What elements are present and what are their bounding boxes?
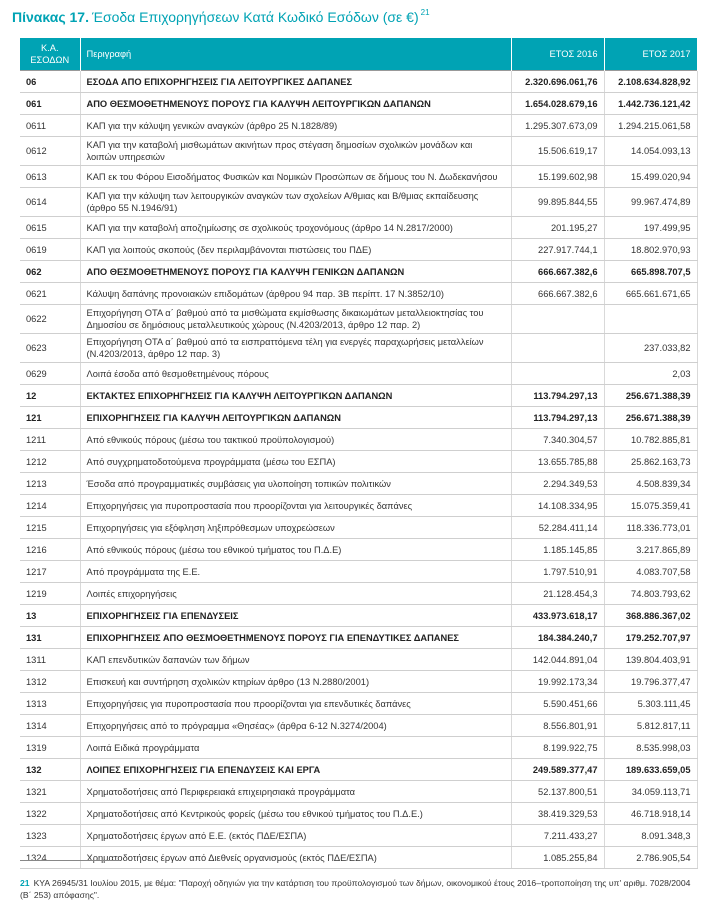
table-row bbox=[20, 429, 697, 451]
cell-description: ΕΠΙΧΟΡΗΓΗΣΕΙΣ ΓΙΑ ΕΠΕΝΔΥΣΕΙΣ bbox=[80, 605, 511, 627]
cell-value-2016: 52.137.800,51 bbox=[511, 781, 604, 803]
cell-value-2016: 249.589.377,47 bbox=[511, 759, 604, 781]
cell-value-2017: 99.967.474,89 bbox=[604, 188, 697, 217]
table-caption: Έσοδα Επιχορηγήσεων Κατά Κωδικό Εσόδων (σε €) bbox=[91, 9, 419, 25]
cell-value-2017: 25.862.163,73 bbox=[604, 451, 697, 473]
cell-value-2017: 665.661.671,65 bbox=[604, 283, 697, 305]
table-row bbox=[20, 305, 697, 334]
table-row bbox=[20, 363, 697, 385]
cell-description: ΚΑΠ για την κάλυψη γενικών αναγκών (άρθρο 25 Ν.1828/89) bbox=[80, 115, 511, 137]
table-row bbox=[20, 605, 697, 627]
table-row bbox=[20, 188, 697, 217]
cell-description: Από συγχρηματοδοτούμενα προγράμματα (μέσω του ΕΣΠΑ) bbox=[80, 451, 511, 473]
header-year-2016: ΕΤΟΣ 2016 bbox=[511, 38, 604, 71]
cell-value-2016: 5.590.451,66 bbox=[511, 693, 604, 715]
table-row bbox=[20, 781, 697, 803]
cell-value-2016: 1.295.307.673,09 bbox=[511, 115, 604, 137]
cell-code: 0612 bbox=[20, 137, 80, 166]
cell-value-2016: 15.199.602,98 bbox=[511, 166, 604, 188]
cell-value-2016: 1.185.145,85 bbox=[511, 539, 604, 561]
cell-value-2017: 1.442.736.121,42 bbox=[604, 93, 697, 115]
cell-description: ΕΣΟΔΑ ΑΠΟ ΕΠΙΧΟΡΗΓΗΣΕΙΣ ΓΙΑ ΛΕΙΤΟΥΡΓΙΚΕΣ ΔΑΠΑΝΕΣ bbox=[80, 71, 511, 93]
cell-value-2016: 8.199.922,75 bbox=[511, 737, 604, 759]
cell-value-2016: 2.294.349,53 bbox=[511, 473, 604, 495]
cell-code: 1213 bbox=[20, 473, 80, 495]
footnote-divider bbox=[20, 860, 120, 861]
cell-value-2016: 184.384.240,7 bbox=[511, 627, 604, 649]
cell-code: 0622 bbox=[20, 305, 80, 334]
cell-code: 1321 bbox=[20, 781, 80, 803]
cell-description: Χρηματοδοτήσεις έργων από Διεθνείς οργανισμούς (εκτός ΠΔΕ/ΕΣΠΑ) bbox=[80, 847, 511, 869]
cell-code: 0623 bbox=[20, 334, 80, 363]
cell-description: ΑΠΟ ΘΕΣΜΟΘΕΤΗΜΕΝΟΥΣ ΠΟΡΟΥΣ ΓΙΑ ΚΑΛΥΨΗ ΓΕΝΙΚΩΝ ΔΑΠΑΝΩΝ bbox=[80, 261, 511, 283]
cell-value-2017: 8.091.348,3 bbox=[604, 825, 697, 847]
cell-value-2016: 113.794.297,13 bbox=[511, 385, 604, 407]
cell-value-2017: 368.886.367,02 bbox=[604, 605, 697, 627]
cell-code: 0611 bbox=[20, 115, 80, 137]
cell-description: Από εθνικούς πόρους (μέσω του εθνικού τμήματος του Π.Δ.Ε) bbox=[80, 539, 511, 561]
table-row bbox=[20, 627, 697, 649]
cell-description: ΕΠΙΧΟΡΗΓΗΣΕΙΣ ΓΙΑ ΚΑΛΥΨΗ ΛΕΙΤΟΥΡΓΙΚΩΝ ΔΑΠΑΝΩΝ bbox=[80, 407, 511, 429]
table-row bbox=[20, 115, 697, 137]
table-row bbox=[20, 649, 697, 671]
cell-value-2016: 21.128.454,3 bbox=[511, 583, 604, 605]
cell-code: 13 bbox=[20, 605, 80, 627]
cell-code: 06 bbox=[20, 71, 80, 93]
cell-code: 1216 bbox=[20, 539, 80, 561]
cell-description: Επιχορηγήσεις για εξόφληση ληξιπρόθεσμων υποχρεώσεων bbox=[80, 517, 511, 539]
cell-code: 1214 bbox=[20, 495, 80, 517]
table-row bbox=[20, 261, 697, 283]
cell-value-2016: 1.654.028.679,16 bbox=[511, 93, 604, 115]
cell-value-2016 bbox=[511, 305, 604, 334]
cell-value-2017: 256.671.388,39 bbox=[604, 407, 697, 429]
table-row bbox=[20, 93, 697, 115]
cell-code: 121 bbox=[20, 407, 80, 429]
table-row bbox=[20, 451, 697, 473]
cell-value-2017: 74.803.793,62 bbox=[604, 583, 697, 605]
cell-code: 12 bbox=[20, 385, 80, 407]
header-description: Περιγραφή bbox=[80, 38, 511, 71]
cell-value-2017: 18.802.970,93 bbox=[604, 239, 697, 261]
cell-code: 0613 bbox=[20, 166, 80, 188]
cell-value-2017: 197.499,95 bbox=[604, 217, 697, 239]
cell-value-2017: 14.054.093,13 bbox=[604, 137, 697, 166]
cell-description: Χρηματοδοτήσεις από Περιφερειακά επιχειρησιακά προγράμματα bbox=[80, 781, 511, 803]
cell-value-2016: 14.108.334,95 bbox=[511, 495, 604, 517]
table-row bbox=[20, 737, 697, 759]
cell-value-2017: 2.786.905,54 bbox=[604, 847, 697, 869]
table-row bbox=[20, 583, 697, 605]
cell-value-2016: 2.320.696.061,76 bbox=[511, 71, 604, 93]
cell-code: 1215 bbox=[20, 517, 80, 539]
cell-code: 0629 bbox=[20, 363, 80, 385]
table-row bbox=[20, 239, 697, 261]
cell-value-2017: 4.083.707,58 bbox=[604, 561, 697, 583]
cell-value-2016 bbox=[511, 363, 604, 385]
table-body bbox=[20, 71, 697, 869]
cell-value-2016: 8.556.801,91 bbox=[511, 715, 604, 737]
table-row bbox=[20, 137, 697, 166]
table-row bbox=[20, 385, 697, 407]
header-year-2017: ΕΤΟΣ 2017 bbox=[604, 38, 697, 71]
cell-description: Λοιπά Ειδικά προγράμματα bbox=[80, 737, 511, 759]
cell-code: 1322 bbox=[20, 803, 80, 825]
table-row bbox=[20, 71, 697, 93]
cell-value-2016: 666.667.382,6 bbox=[511, 283, 604, 305]
cell-code: 1217 bbox=[20, 561, 80, 583]
cell-value-2017: 4.508.839,34 bbox=[604, 473, 697, 495]
table-row bbox=[20, 517, 697, 539]
cell-code: 0615 bbox=[20, 217, 80, 239]
cell-description: Επισκευή και συντήρηση σχολικών κτηρίων άρθρο (13 Ν.2880/2001) bbox=[80, 671, 511, 693]
footnote bbox=[20, 877, 700, 901]
cell-description: ΚΑΠ για την καταβολή μισθωμάτων ακινήτων προς στέγαση δημοσίων σχολικών μονάδων και λοιπών υπηρεσιών bbox=[80, 137, 511, 166]
table-row bbox=[20, 407, 697, 429]
cell-value-2017: 46.718.918,14 bbox=[604, 803, 697, 825]
header-code: Κ.Α. ΕΣΟΔΩΝ bbox=[20, 38, 80, 71]
cell-value-2017: 2.108.634.828,92 bbox=[604, 71, 697, 93]
cell-value-2016: 13.655.785,88 bbox=[511, 451, 604, 473]
cell-value-2017: 2,03 bbox=[604, 363, 697, 385]
cell-description: ΕΠΙΧΟΡΗΓΗΣΕΙΣ ΑΠΟ ΘΕΣΜΟΘΕΤΗΜΕΝΟΥΣ ΠΟΡΟΥΣ ΓΙΑ ΕΠΕΝΔΥΤΙΚΕΣ ΔΑΠΑΝΕΣ bbox=[80, 627, 511, 649]
cell-value-2017: 139.804.403,91 bbox=[604, 649, 697, 671]
cell-value-2017: 15.499.020,94 bbox=[604, 166, 697, 188]
table-row bbox=[20, 334, 697, 363]
table-row bbox=[20, 283, 697, 305]
cell-code: 1211 bbox=[20, 429, 80, 451]
cell-description: Χρηματοδοτήσεις έργων από Ε.Ε. (εκτός ΠΔΕ/ΕΣΠΑ) bbox=[80, 825, 511, 847]
cell-value-2017: 118.336.773,01 bbox=[604, 517, 697, 539]
cell-code: 1324 bbox=[20, 847, 80, 869]
cell-description: ΚΑΠ για λοιπούς σκοπούς (δεν περιλαμβάνονται πιστώσεις του ΠΔΕ) bbox=[80, 239, 511, 261]
cell-description: Έσοδα από προγραμματικές συμβάσεις για υλοποίηση τοπικών πολιτικών bbox=[80, 473, 511, 495]
cell-code: 1219 bbox=[20, 583, 80, 605]
cell-value-2016: 1.797.510,91 bbox=[511, 561, 604, 583]
cell-value-2016: 19.992.173,34 bbox=[511, 671, 604, 693]
footnote-ref[interactable]: 21 bbox=[420, 8, 430, 18]
cell-value-2017: 8.535.998,03 bbox=[604, 737, 697, 759]
cell-value-2016: 227.917.744,1 bbox=[511, 239, 604, 261]
cell-description: ΛΟΙΠΕΣ ΕΠΙΧΟΡΗΓΗΣΕΙΣ ΓΙΑ ΕΠΕΝΔΥΣΕΙΣ ΚΑΙ ΕΡΓΑ bbox=[80, 759, 511, 781]
cell-value-2016: 433.973.618,17 bbox=[511, 605, 604, 627]
cell-value-2017: 5.812.817,11 bbox=[604, 715, 697, 737]
cell-value-2017: 19.796.377,47 bbox=[604, 671, 697, 693]
table-row bbox=[20, 693, 697, 715]
footnote-number: 21 bbox=[20, 878, 30, 888]
table-title bbox=[12, 9, 430, 25]
table-row bbox=[20, 495, 697, 517]
cell-description: ΑΠΟ ΘΕΣΜΟΘΕΤΗΜΕΝΟΥΣ ΠΟΡΟΥΣ ΓΙΑ ΚΑΛΥΨΗ ΛΕΙΤΟΥΡΓΙΚΩΝ ΔΑΠΑΝΩΝ bbox=[80, 93, 511, 115]
cell-code: 1311 bbox=[20, 649, 80, 671]
cell-code: 1313 bbox=[20, 693, 80, 715]
cell-description: Από εθνικούς πόρους (μέσω του τακτικού προϋπολογισμού) bbox=[80, 429, 511, 451]
cell-code: 131 bbox=[20, 627, 80, 649]
cell-code: 0621 bbox=[20, 283, 80, 305]
cell-code: 061 bbox=[20, 93, 80, 115]
table-number: Πίνακας 17. bbox=[12, 9, 89, 25]
table-row bbox=[20, 715, 697, 737]
table-row bbox=[20, 473, 697, 495]
cell-value-2016: 1.085.255,84 bbox=[511, 847, 604, 869]
cell-description: Επιχορηγήσεις για πυροπροστασία που προορίζονται για επενδυτικές δαπάνες bbox=[80, 693, 511, 715]
cell-description: Επιχορηγήσεις για πυροπροστασία που προορίζονται για λειτουργικές δαπάνες bbox=[80, 495, 511, 517]
cell-description: Χρηματοδοτήσεις από Κεντρικούς φορείς (μέσω του εθνικού τμήματος του Π.Δ.Ε.) bbox=[80, 803, 511, 825]
table-row bbox=[20, 217, 697, 239]
cell-code: 1314 bbox=[20, 715, 80, 737]
cell-value-2017: 3.217.865,89 bbox=[604, 539, 697, 561]
cell-description: ΚΑΠ επενδυτικών δαπανών των δήμων bbox=[80, 649, 511, 671]
cell-description: Κάλυψη δαπάνης προνοιακών επιδομάτων (άρθρου 94 παρ. 3Β περίπτ. 17 Ν.3852/10) bbox=[80, 283, 511, 305]
cell-value-2016: 99.895.844,55 bbox=[511, 188, 604, 217]
cell-value-2016: 7.340.304,57 bbox=[511, 429, 604, 451]
cell-value-2017: 665.898.707,5 bbox=[604, 261, 697, 283]
cell-value-2016: 113.794.297,13 bbox=[511, 407, 604, 429]
table-row bbox=[20, 671, 697, 693]
cell-value-2016: 38.419.329,53 bbox=[511, 803, 604, 825]
cell-value-2017: 34.059.113,71 bbox=[604, 781, 697, 803]
cell-value-2016: 7.211.433,27 bbox=[511, 825, 604, 847]
cell-description: ΕΚΤΑΚΤΕΣ ΕΠΙΧΟΡΗΓΗΣΕΙΣ ΓΙΑ ΚΑΛΥΨΗ ΛΕΙΤΟΥΡΓΙΚΩΝ ΔΑΠΑΝΩΝ bbox=[80, 385, 511, 407]
table-row bbox=[20, 803, 697, 825]
cell-value-2017: 179.252.707,97 bbox=[604, 627, 697, 649]
cell-description: Επιχορήγηση ΟΤΑ α΄ βαθμού από τα μισθώματα εκμίσθωσης δικαιωμάτων μεταλλειοκτησίας του Δημοσίου σε δημόσιους μεταλλευτικούς χώρους (Ν.4203/2013, άρθρο 12 παρ. 2) bbox=[80, 305, 511, 334]
cell-description: Επιχορήγηση ΟΤΑ α΄ βαθμού από τα εισπραττόμενα τέλη για ενεργές παραχωρήσεις μεταλλείων (Ν.4203/2013, άρθρο 12 παρ. 3) bbox=[80, 334, 511, 363]
grants-table bbox=[20, 38, 698, 869]
cell-code: 1312 bbox=[20, 671, 80, 693]
cell-code: 062 bbox=[20, 261, 80, 283]
cell-value-2016: 142.044.891,04 bbox=[511, 649, 604, 671]
table-row bbox=[20, 561, 697, 583]
table-row bbox=[20, 825, 697, 847]
cell-description: Επιχορηγήσεις από το πρόγραμμα «Θησέας» (άρθρα 6-12 Ν.3274/2004) bbox=[80, 715, 511, 737]
cell-value-2017: 1.294.215.061,58 bbox=[604, 115, 697, 137]
cell-value-2017 bbox=[604, 305, 697, 334]
table-row bbox=[20, 847, 697, 869]
cell-value-2017: 15.075.359,41 bbox=[604, 495, 697, 517]
cell-value-2017: 10.782.885,81 bbox=[604, 429, 697, 451]
cell-value-2017: 256.671.388,39 bbox=[604, 385, 697, 407]
cell-code: 132 bbox=[20, 759, 80, 781]
cell-description: ΚΑΠ για την κάλυψη των λειτουργικών αναγκών των σχολείων Α/θμιας και Β/θμιας εκπαίδευσης (άρθρο 55 Ν.1946/91) bbox=[80, 188, 511, 217]
table-row bbox=[20, 539, 697, 561]
cell-value-2016: 201.195,27 bbox=[511, 217, 604, 239]
cell-value-2016: 15.506.619,17 bbox=[511, 137, 604, 166]
table-row bbox=[20, 759, 697, 781]
cell-code: 1323 bbox=[20, 825, 80, 847]
cell-description: ΚΑΠ για την καταβολή αποζημίωσης σε σχολικούς τροχονόμους (άρθρο 14 Ν.2817/2000) bbox=[80, 217, 511, 239]
cell-value-2016: 52.284.411,14 bbox=[511, 517, 604, 539]
cell-description: Λοιπές επιχορηγήσεις bbox=[80, 583, 511, 605]
cell-value-2016 bbox=[511, 334, 604, 363]
header-row bbox=[20, 38, 697, 71]
cell-code: 0619 bbox=[20, 239, 80, 261]
cell-value-2017: 5.303.111,45 bbox=[604, 693, 697, 715]
cell-value-2017: 189.633.659,05 bbox=[604, 759, 697, 781]
cell-code: 0614 bbox=[20, 188, 80, 217]
cell-code: 1212 bbox=[20, 451, 80, 473]
table-row bbox=[20, 166, 697, 188]
footnote-text: ΚΥΑ 26945/31 Ιουλίου 2015, με θέμα: "Παροχή οδηγιών για την κατάρτιση του προϋπολογισμού των δήμων, οικονομικού έτους 2016–τροποποίηση της υπ' αριθμ. 7028/2004 (Β΄ 253) απόφασης". bbox=[20, 878, 691, 900]
cell-description: Λοιπά έσοδα από θεσμοθετημένους πόρους bbox=[80, 363, 511, 385]
cell-code: 1319 bbox=[20, 737, 80, 759]
cell-value-2016: 666.667.382,6 bbox=[511, 261, 604, 283]
cell-description: Από προγράμματα της Ε.Ε. bbox=[80, 561, 511, 583]
cell-value-2017: 237.033,82 bbox=[604, 334, 697, 363]
cell-description: ΚΑΠ εκ του Φόρου Εισοδήματος Φυσικών και Νομικών Προσώπων σε δήμους του Ν. Δωδεκανήσου bbox=[80, 166, 511, 188]
